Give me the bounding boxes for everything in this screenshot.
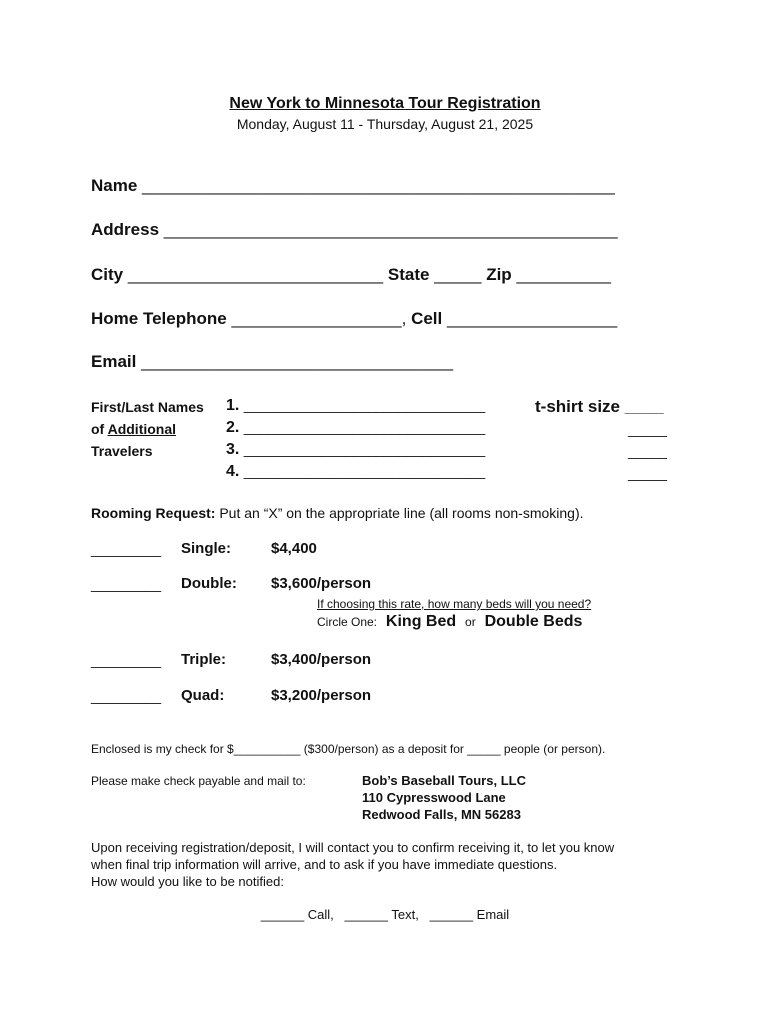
- quad-label: Quad:: [181, 687, 225, 704]
- bed-choice-row: [317, 613, 582, 631]
- traveler-number: 4.: [226, 463, 240, 480]
- travelers-label-additional: Additional: [107, 421, 177, 437]
- single-blank[interactable]: _________: [91, 541, 162, 557]
- traveler-number: 1.: [226, 397, 240, 414]
- state-line[interactable]: _____: [434, 265, 482, 284]
- closing-paragraph: [91, 839, 614, 890]
- traveler-number: 2.: [226, 419, 240, 436]
- traveler-name-line[interactable]: _______________________________: [243, 397, 486, 413]
- name-line[interactable]: __________________________________________________: [142, 176, 615, 195]
- or-text: or: [465, 615, 476, 629]
- double-price: $3,600/person: [271, 575, 372, 592]
- email-field[interactable]: [91, 352, 453, 372]
- tshirt-size-line[interactable]: _____: [628, 421, 667, 437]
- double-beds-option[interactable]: Double Beds: [484, 613, 583, 630]
- email-line[interactable]: _________________________________: [141, 352, 454, 371]
- closing-line-3: How would you like to be notified:: [91, 874, 284, 889]
- tshirt-size-line[interactable]: _____: [628, 465, 667, 481]
- king-bed-option[interactable]: King Bed: [385, 613, 457, 630]
- travelers-label-of: of: [91, 421, 108, 437]
- tshirt-size-line[interactable]: _____: [628, 443, 667, 459]
- single-label: Single:: [181, 540, 232, 557]
- traveler-name-line[interactable]: _______________________________: [243, 419, 486, 435]
- city-label: City: [91, 265, 124, 284]
- triple-blank[interactable]: _________: [91, 652, 162, 668]
- double-label: Double:: [181, 575, 237, 592]
- email-label: Email: [91, 352, 137, 371]
- single-price: $4,400: [271, 540, 317, 557]
- home-phone-line[interactable]: __________________,: [231, 309, 407, 328]
- traveler-row[interactable]: [226, 441, 485, 459]
- city-state-zip: Redwood Falls, MN 56283: [362, 807, 521, 822]
- tour-dates: Monday, August 11 - Thursday, August 21, 2025: [236, 116, 534, 132]
- traveler-name-line[interactable]: _______________________________: [243, 463, 486, 479]
- traveler-row[interactable]: [226, 419, 485, 437]
- travelers-label-line2: [91, 421, 176, 437]
- zip-line[interactable]: __________: [516, 265, 611, 284]
- name-field[interactable]: [91, 176, 615, 196]
- company-name: Bob’s Baseball Tours, LLC: [362, 773, 526, 788]
- traveler-name-line[interactable]: _______________________________: [243, 441, 486, 457]
- travelers-label-line1: First/Last Names: [91, 399, 204, 415]
- cell-line[interactable]: __________________: [447, 309, 618, 328]
- address-field[interactable]: [91, 220, 618, 240]
- tshirt-size-field[interactable]: [535, 397, 664, 417]
- rooming-heading: Rooming Request:: [91, 505, 216, 521]
- address-label: Address: [91, 220, 160, 239]
- deposit-text: Enclosed is my check for $__________ ($300/person) as a deposit for _____ people (or person).: [91, 742, 606, 756]
- phone-row: [91, 309, 617, 329]
- double-blank[interactable]: _________: [91, 576, 162, 592]
- form-title: New York to Minnesota Tour Registration: [229, 95, 541, 112]
- quad-price: $3,200/person: [271, 687, 372, 704]
- rooming-instruction: Put an “X” on the appropriate line (all rooms non-smoking).: [219, 505, 584, 521]
- triple-label: Triple:: [181, 651, 227, 668]
- traveler-number: 3.: [226, 441, 240, 458]
- travelers-label-line3: Travelers: [91, 443, 153, 459]
- bed-question: If choosing this rate, how many beds will you need?: [317, 597, 592, 611]
- city-state-zip-row: [91, 265, 611, 285]
- mailing-address: [362, 772, 526, 823]
- rooming-request: [91, 505, 584, 521]
- home-phone-label: Home Telephone: [91, 309, 227, 328]
- quad-blank[interactable]: _________: [91, 688, 162, 704]
- zip-label: Zip: [486, 265, 512, 284]
- name-label: Name: [91, 176, 138, 195]
- city-line[interactable]: ___________________________: [127, 265, 384, 284]
- traveler-row[interactable]: [226, 463, 485, 481]
- closing-line-1: Upon receiving registration/deposit, I will contact you to confirm receiving it, to let you know: [91, 840, 615, 855]
- traveler-row[interactable]: [226, 397, 485, 415]
- street-address: 110 Cypresswood Lane: [362, 790, 506, 805]
- address-line[interactable]: ________________________________________________: [163, 220, 618, 239]
- tshirt-size-label: t-shirt size: [535, 397, 621, 416]
- state-label: State: [387, 265, 430, 284]
- payable-text: Please make check payable and mail to:: [91, 774, 306, 788]
- cell-label: Cell: [411, 309, 443, 328]
- notify-options[interactable]: ______ Call, ______ Text, ______ Email: [260, 907, 510, 922]
- tshirt-size-line[interactable]: _____: [624, 399, 664, 415]
- triple-price: $3,400/person: [271, 651, 372, 668]
- closing-line-2: when final trip information will arrive, and to ask if you have immediate questions.: [91, 857, 558, 872]
- circle-one-label: Circle One:: [317, 615, 378, 629]
